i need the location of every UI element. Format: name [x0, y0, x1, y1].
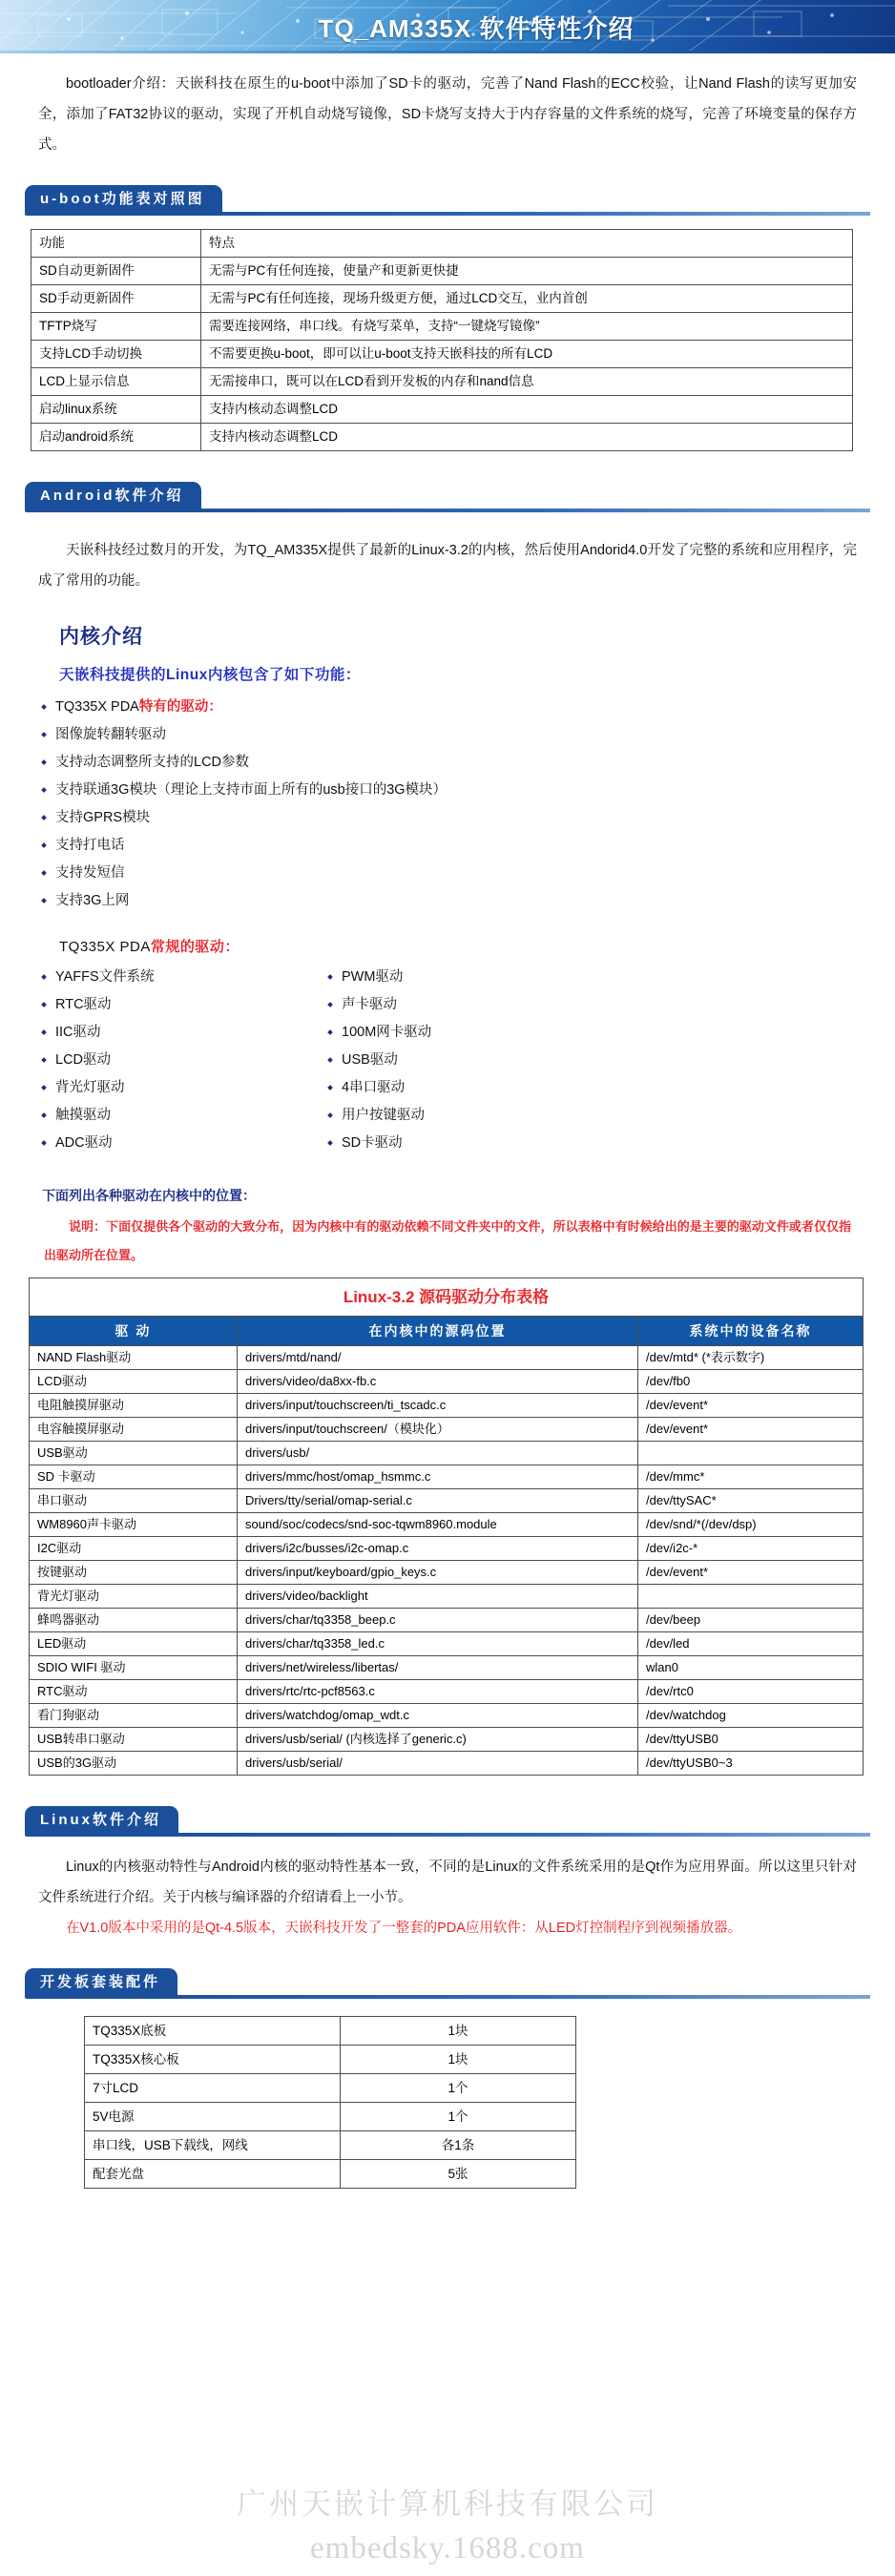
table-cell: /dev/i2c-* [638, 1537, 864, 1561]
table-cell: 串口驱动 [30, 1489, 238, 1513]
table-cell: SD自动更新固件 [31, 258, 201, 285]
table-cell: drivers/video/da8xx-fb.c [238, 1370, 638, 1394]
table-cell: /dev/event* [638, 1394, 864, 1418]
table-cell: drivers/char/tq3358_beep.c [238, 1609, 638, 1632]
table-cell: SDIO WIFI 驱动 [30, 1656, 238, 1680]
uboot-table-body [31, 230, 853, 451]
table-cell: /dev/event* [638, 1418, 864, 1442]
table-row [30, 1537, 864, 1561]
table-cell: /dev/led [638, 1632, 864, 1656]
list-item: RTC驱动 [38, 991, 324, 1019]
table-row [30, 1489, 864, 1513]
list-item: 触摸驱动 [38, 1102, 324, 1130]
list-item: PWM驱动 [324, 964, 611, 991]
accessory-name-cell: 配套光盘 [85, 2160, 341, 2189]
table-cell: wlan0 [638, 1656, 864, 1680]
section-header-uboot [25, 183, 870, 216]
common-right-list [324, 964, 611, 1157]
driver-table-body [30, 1278, 864, 1776]
driver-table-wrap [0, 1270, 895, 1776]
table-cell: USB驱动 [30, 1442, 238, 1465]
table-cell: drivers/usb/ [238, 1442, 638, 1465]
table-row [30, 1394, 864, 1418]
table-cell: I2C驱动 [30, 1537, 238, 1561]
accessory-qty-cell: 5张 [341, 2160, 576, 2189]
watermark-url: embedsky.1688.com [310, 2531, 585, 2566]
accessory-qty-cell: 1个 [341, 2074, 576, 2103]
table-cell: USB的3G驱动 [30, 1752, 238, 1776]
accessory-name-cell: TQ335X底板 [85, 2017, 341, 2046]
table-cell: 需要连接网络，串口线。有烧写菜单，支持“一键烧写镜像” [201, 313, 853, 341]
table-cell: drivers/rtc/rtc-pcf8563.c [238, 1680, 638, 1704]
kernel-special-list [0, 694, 895, 721]
table-cell: SD 卡驱动 [30, 1465, 238, 1489]
android-paragraph: 天嵌科技经过数月的开发，为TQ_AM335X提供了最新的Linux-3.2的内核，然后使用Andorid4.0开发了完整的系统和应用程序，完成了常用的功能。 [38, 543, 857, 589]
table-row [85, 2103, 576, 2131]
driver-distribution-table [29, 1278, 864, 1776]
table-header-cell: 在内核中的源码位置 [238, 1317, 638, 1346]
common-column-right [324, 964, 611, 1157]
table-row [30, 1752, 864, 1776]
list-item: 支持动态调整所支持的LCD参数 [38, 749, 895, 777]
list-item: 用户按键驱动 [324, 1102, 611, 1130]
section-header-android [25, 480, 870, 512]
table-cell: 无需与PC有任何连接，现场升级更方便，通过LCD交互，业内首创 [201, 285, 853, 313]
accessories-table-wrap [0, 1999, 895, 2189]
table-cell: 启动android系统 [31, 424, 201, 451]
table-cell: 支持内核动态调整LCD [201, 424, 853, 451]
table-row [30, 1346, 864, 1370]
section-header-accessories [25, 1966, 870, 1999]
kernel-heading: 内核介绍 [59, 626, 143, 648]
accessory-qty-cell: 1个 [341, 2103, 576, 2131]
list-item: IIC驱动 [38, 1019, 324, 1047]
section-badge-android: Android软件介绍 [25, 482, 201, 512]
accessory-name-cell: TQ335X核心板 [85, 2046, 341, 2074]
list-item: YAFFS文件系统 [38, 964, 324, 991]
table-row [31, 258, 853, 285]
table-row [30, 1632, 864, 1656]
table-cell: drivers/mmc/host/omap_hsmmc.c [238, 1465, 638, 1489]
table-cell: WM8960声卡驱动 [30, 1513, 238, 1537]
uboot-feature-table [31, 229, 853, 451]
table-cell: drivers/input/keyboard/gpio_keys.c [238, 1561, 638, 1585]
table-cell: 背光灯驱动 [30, 1585, 238, 1609]
table-header-row [30, 1317, 864, 1346]
section-header-linux [25, 1804, 870, 1837]
table-cell: 启动linux系统 [31, 396, 201, 424]
table-row [30, 1656, 864, 1680]
section-badge-accessories: 开发板套装配件 [25, 1968, 177, 1999]
common-column-left [38, 964, 324, 1157]
accessory-qty-cell: 1块 [341, 2046, 576, 2074]
table-header-cell: 驱 动 [30, 1317, 238, 1346]
table-row [31, 313, 853, 341]
table-cell: NAND Flash驱动 [30, 1346, 238, 1370]
list-item: 支持联通3G模块（理论上支持市面上所有的usb接口的3G模块） [38, 777, 895, 804]
table-cell: /dev/ttyUSB0~3 [638, 1752, 864, 1776]
table-row [30, 1418, 864, 1442]
table-cell: LED驱动 [30, 1632, 238, 1656]
table-cell [638, 1442, 864, 1465]
table-cell: LCD驱动 [30, 1370, 238, 1394]
table-cell: /dev/fb0 [638, 1370, 864, 1394]
table-row [30, 1728, 864, 1752]
table-row [30, 1465, 864, 1489]
table-cell: 无需接串口，既可以在LCD看到开发板的内存和nand信息 [201, 368, 853, 396]
table-cell: 不需要更换u-boot，即可以让u-boot支持天嵌科技的所有LCD [201, 341, 853, 368]
accessory-name-cell: 7寸LCD [85, 2074, 341, 2103]
table-header-cell: 系统中的设备名称 [638, 1317, 864, 1346]
section-rule [139, 212, 870, 216]
table-cell: TFTP烧写 [31, 313, 201, 341]
table-row [85, 2017, 576, 2046]
list-item: 背光灯驱动 [38, 1074, 324, 1102]
accessories-table [84, 2016, 576, 2189]
table-cell: USB转串口驱动 [30, 1728, 238, 1752]
table-cell: /dev/rtc0 [638, 1680, 864, 1704]
kernel-special-items [0, 721, 895, 915]
list-item: 支持3G上网 [38, 887, 895, 915]
driver-position-note-head: 下面列出各种驱动在内核中的位置： [42, 1188, 256, 1203]
table-cell: 无需与PC有任何连接，使量产和更新更快捷 [201, 258, 853, 285]
common-left-list [38, 964, 324, 1157]
accessory-qty-cell: 1块 [341, 2017, 576, 2046]
list-item: 4串口驱动 [324, 1074, 611, 1102]
list-item: 声卡驱动 [324, 991, 611, 1019]
table-cell: /dev/ttyUSB0 [638, 1728, 864, 1752]
table-cell: /dev/event* [638, 1561, 864, 1585]
table-cell: 按键驱动 [30, 1561, 238, 1585]
common-label-red: 常规的驱动： [150, 939, 239, 955]
kernel-subtitle: 天嵌科技提供的Linux内核包含了如下功能： [59, 667, 361, 683]
table-cell: /dev/watchdog [638, 1704, 864, 1728]
section-badge-uboot: u-boot功能表对照图 [25, 185, 222, 216]
table-cell: SD手动更新固件 [31, 285, 201, 313]
list-item: 支持打电话 [38, 832, 895, 860]
table-header-row [31, 230, 853, 258]
linux-paragraph: Linux的内核驱动特性与Android内核的驱动特性基本一致，不同的是Linux的文件系统采用的是Qt作为应用界面。所以这里只针对文件系统进行介绍。关于内核与编译器的介绍请看上一小节。 [38, 1859, 857, 1905]
table-cell: 支持LCD手动切换 [31, 341, 201, 368]
list-item: ADC驱动 [38, 1130, 324, 1157]
watermark-company: 广州天嵌计算机科技有限公司 [237, 2487, 658, 2521]
special-label-plain: TQ335X PDA [55, 699, 139, 715]
table-cell: drivers/watchdog/omap_wdt.c [238, 1704, 638, 1728]
table-row [30, 1704, 864, 1728]
kernel-common-columns [0, 962, 895, 1157]
table-row [85, 2046, 576, 2074]
table-row [85, 2074, 576, 2103]
table-cell: 电容触摸屏驱动 [30, 1418, 238, 1442]
table-header-cell: 特点 [201, 230, 853, 258]
table-cell: drivers/char/tq3358_led.c [238, 1632, 638, 1656]
table-cell: /dev/mmc* [638, 1465, 864, 1489]
table-row [30, 1561, 864, 1585]
table-row [30, 1370, 864, 1394]
table-cell: drivers/usb/serial/ [238, 1752, 638, 1776]
table-row [30, 1609, 864, 1632]
table-row [85, 2131, 576, 2160]
bootloader-paragraph: bootloader介绍：天嵌科技在原生的u-boot中添加了SD卡的驱动，完善了Nand Flash的ECC校验，让Nand Flash的读写更加安全，添加了FAT32协议的驱动，实现了开机自动烧写镜像，SD卡烧写支持大于内存容量的文件系统的烧写，完善了环境变量的保存方式。 [38, 76, 857, 153]
uboot-table-wrap [0, 216, 895, 451]
list-item: SD卡驱动 [324, 1130, 611, 1157]
table-cell: 电阻触摸屏驱动 [30, 1394, 238, 1418]
banner-underline [0, 51, 895, 53]
table-row [31, 424, 853, 451]
common-label-plain: TQ335X PDA [59, 939, 151, 955]
table-cell [638, 1585, 864, 1609]
special-label-red: 特有的驱动： [138, 699, 222, 715]
section-rule [139, 509, 870, 512]
driver-table-title-row [30, 1278, 864, 1317]
table-cell: LCD上显示信息 [31, 368, 201, 396]
table-row [85, 2160, 576, 2189]
table-row [31, 368, 853, 396]
table-cell: drivers/net/wireless/libertas/ [238, 1656, 638, 1680]
watermark [0, 2483, 895, 2570]
table-cell: drivers/video/backlight [238, 1585, 638, 1609]
accessories-table-body [85, 2017, 576, 2189]
table-cell: /dev/mtd* (*表示数字) [638, 1346, 864, 1370]
table-row [30, 1680, 864, 1704]
list-item: 支持发短信 [38, 860, 895, 887]
table-cell: 支持内核动态调整LCD [201, 396, 853, 424]
section-rule [139, 1995, 870, 1999]
table-cell: RTC驱动 [30, 1680, 238, 1704]
table-cell: drivers/usb/serial/ (内核选择了generic.c) [238, 1728, 638, 1752]
table-cell: 蜂鸣器驱动 [30, 1609, 238, 1632]
table-row [30, 1442, 864, 1465]
table-cell: drivers/input/touchscreen/ti_tscadc.c [238, 1394, 638, 1418]
table-cell: drivers/i2c/busses/i2c-omap.c [238, 1537, 638, 1561]
table-cell: Drivers/tty/serial/omap-serial.c [238, 1489, 638, 1513]
table-row [31, 341, 853, 368]
driver-position-note: 说明：下面仅提供各个驱动的大致分布，因为内核中有的驱动依赖不同文件夹中的文件，所以表格中有时候给出的是主要的驱动文件或者仅仅指出驱动所在位置。 [44, 1219, 851, 1262]
list-item: 100M网卡驱动 [324, 1019, 611, 1047]
driver-table-title: Linux-3.2 源码驱动分布表格 [30, 1278, 864, 1317]
page-title: TQ_AM335X 软件特性介绍 [318, 13, 635, 43]
table-cell: 看门狗驱动 [30, 1704, 238, 1728]
list-item: 支持GPRS模块 [38, 804, 895, 832]
list-item: USB驱动 [324, 1047, 611, 1074]
table-row [31, 285, 853, 313]
section-rule [139, 1833, 870, 1837]
list-item-label [38, 694, 895, 721]
table-cell: /dev/ttySAC* [638, 1489, 864, 1513]
table-row [30, 1585, 864, 1609]
accessory-qty-cell: 各1条 [341, 2131, 576, 2160]
accessory-name-cell: 5V电源 [85, 2103, 341, 2131]
table-row [31, 396, 853, 424]
table-cell: /dev/snd/*(/dev/dsp) [638, 1513, 864, 1537]
linux-paragraph-red: 在V1.0版本中采用的是Qt-4.5版本，天嵌科技开发了一整套的PDA应用软件：从LED灯控制程序到视频播放器。 [66, 1921, 742, 1936]
page-banner [0, 0, 895, 53]
table-row [30, 1513, 864, 1537]
accessory-name-cell: 串口线，USB下载线，网线 [85, 2131, 341, 2160]
kernel-common-label [0, 915, 895, 962]
list-item: LCD驱动 [38, 1047, 324, 1074]
table-cell: sound/soc/codecs/snd-soc-tqwm8960.module [238, 1513, 638, 1537]
section-badge-linux: Linux软件介绍 [25, 1806, 178, 1837]
list-item: 图像旋转翻转驱动 [38, 721, 895, 749]
table-cell: /dev/beep [638, 1609, 864, 1632]
table-cell: drivers/input/touchscreen/（模块化） [238, 1418, 638, 1442]
table-cell: drivers/mtd/nand/ [238, 1346, 638, 1370]
table-header-cell: 功能 [31, 230, 201, 258]
